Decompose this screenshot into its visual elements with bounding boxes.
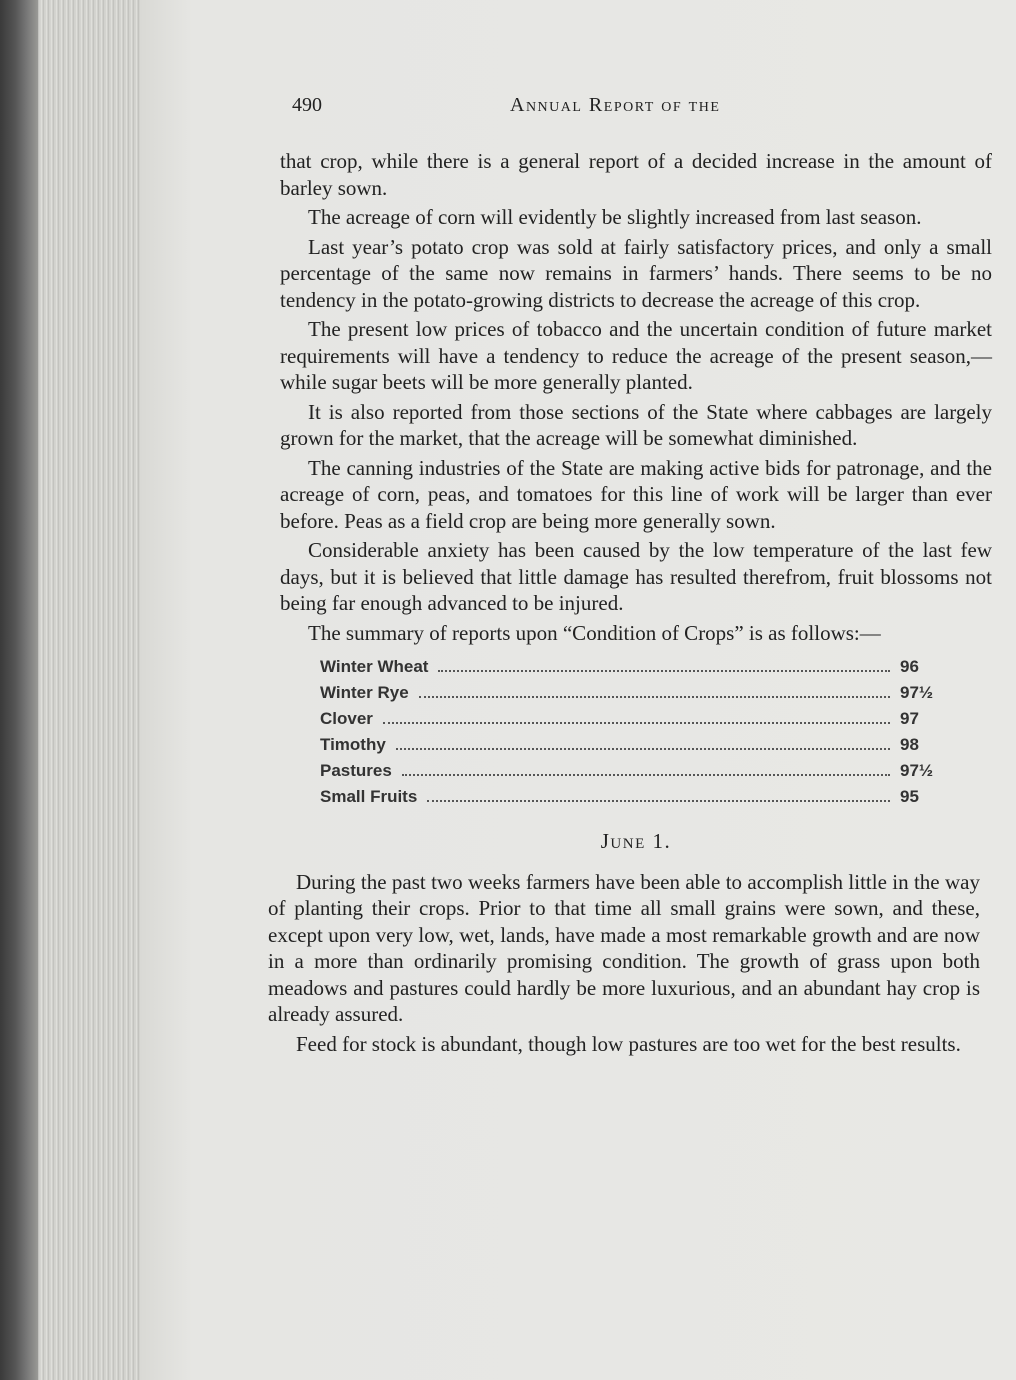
paragraph: The summary of reports upon “Condition of Crops” is as follows:— bbox=[308, 620, 881, 645]
dot-leader bbox=[438, 670, 890, 672]
crop-value: 97½ bbox=[900, 761, 934, 780]
crop-value: 97½ bbox=[900, 683, 934, 702]
crop-row bbox=[320, 758, 940, 784]
crop-value: 95 bbox=[900, 787, 919, 806]
paragraph: Feed for stock is abundant, though low pastures are too wet for the best results. bbox=[296, 1031, 961, 1056]
dot-leader bbox=[396, 748, 890, 750]
dot-leader bbox=[383, 722, 890, 724]
paragraph: It is also reported from those sections of the State where cabbages are largely grown for the market, that the acreage will be somewhat diminished. bbox=[280, 399, 992, 450]
running-title: Annual Report of the bbox=[510, 94, 721, 116]
crop-row bbox=[320, 732, 940, 758]
crop-value: 98 bbox=[900, 735, 919, 754]
crop-name: Pastures bbox=[320, 761, 392, 780]
crop-row bbox=[320, 784, 940, 810]
crop-row bbox=[320, 680, 940, 706]
dot-leader bbox=[419, 696, 890, 698]
crop-name: Clover bbox=[320, 709, 373, 728]
dot-leader bbox=[402, 774, 890, 776]
paragraph: The present low prices of tobacco and the uncertain condition of future market requirements will have a tendency to reduce the acreage of the present season,—while sugar beets will be more generally planted. bbox=[280, 317, 992, 394]
crop-value: 96 bbox=[900, 657, 919, 676]
crop-row bbox=[320, 654, 940, 680]
paragraph: Considerable anxiety has been caused by the low temperature of the last few days, but it is believed that little damage has resulted therefrom, fruit blossoms not being far enough advanced to be injured. bbox=[280, 538, 992, 615]
crop-name: Winter Rye bbox=[320, 683, 409, 702]
running-head bbox=[280, 92, 992, 128]
paragraph: The acreage of corn will evidently be slightly increased from last season. bbox=[308, 205, 922, 229]
section-body bbox=[268, 869, 980, 1058]
paragraph: Last year’s potato crop was sold at fairly satisfactory prices, and only a small percentage of the same now remains in farmers’ hands. There seems to be no tendency in the potato-growing districts to decrease the acreage of this crop. bbox=[280, 234, 992, 312]
crop-row bbox=[320, 706, 940, 732]
page-content bbox=[268, 92, 992, 1060]
crop-condition-table bbox=[320, 654, 940, 810]
dot-leader bbox=[427, 800, 890, 802]
crop-value: 97 bbox=[900, 709, 919, 728]
page-number: 490 bbox=[292, 94, 322, 116]
paragraph: that crop, while there is a general report of a decided increase in the amount of barley sown. bbox=[280, 149, 992, 200]
paragraph: The canning industries of the State are making active bids for patronage, and the acreage of corn, peas, and tomatoes for this line of work will be larger than ever before. Peas as a field crop are being more generally sown. bbox=[280, 455, 992, 533]
crop-name: Winter Wheat bbox=[320, 657, 429, 676]
section-heading: June 1. bbox=[600, 829, 672, 853]
paragraph: During the past two weeks farmers have been able to accomplish little in the way of planting their crops. Prior to that time all small grains were sown, and these, except upon very low, wet, lands, have made a most remarkable growth and are now in a more than ordinarily promising condition. The growth of grass upon both meadows and pastures could hardly be more luxurious, and an abundant hay crop is already assured. bbox=[268, 869, 980, 1026]
crop-name: Timothy bbox=[320, 735, 386, 754]
crop-name: Small Fruits bbox=[320, 787, 418, 806]
book-spine bbox=[0, 0, 38, 1380]
